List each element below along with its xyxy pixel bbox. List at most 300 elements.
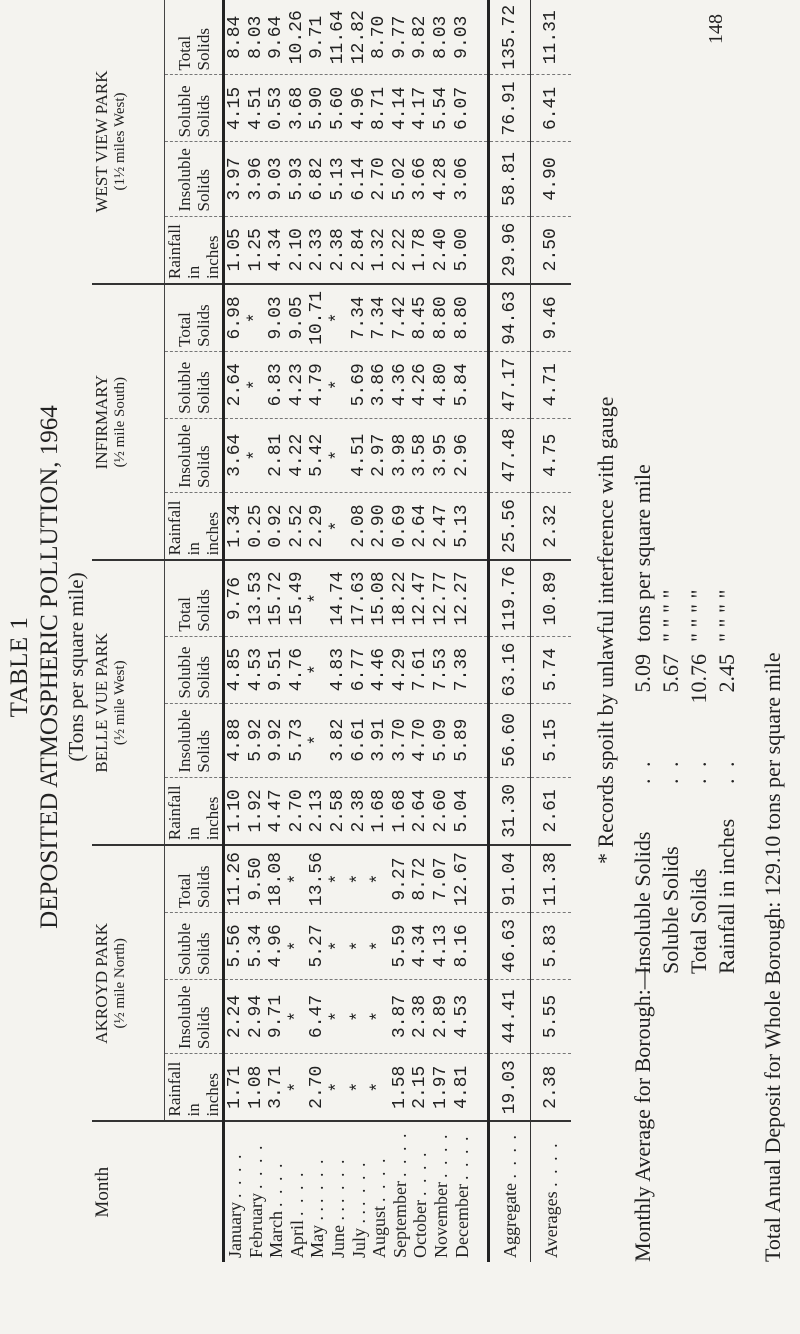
data-cell: 11.26 — [225, 852, 245, 907]
data-cell: 1.10 — [225, 789, 245, 833]
data-cell: 15.72 — [266, 571, 287, 626]
data-cell: 3.66 — [410, 157, 431, 201]
aggregate-cell: 46.63 — [489, 913, 531, 980]
data-cell: 18.08 — [266, 852, 287, 907]
monthly-average-value: 5.09 — [630, 654, 655, 693]
data-cell: 8.72 — [410, 857, 431, 901]
monthly-average-unit: " " " " — [714, 589, 739, 642]
aggregate-cell: 25.56 — [489, 492, 531, 560]
aggregate-cell: 56.60 — [489, 703, 531, 777]
data-cell: 8.16 — [451, 924, 472, 968]
table-title — [6, 0, 34, 1334]
month-list — [224, 1121, 489, 1262]
data-cell: * — [327, 940, 348, 952]
data-cell: 12.47 — [410, 571, 431, 626]
column-header: Rainfall in inches — [165, 777, 224, 845]
footnote: * Records spoilt by unlawful interference with gauge — [593, 396, 618, 864]
data-cell: 7.34 — [369, 296, 390, 340]
data-column — [224, 777, 489, 845]
data-cell: * — [286, 1081, 307, 1093]
data-cell: 9.71 — [266, 994, 287, 1039]
data-cell: 2.38 — [348, 789, 369, 833]
data-cell: 5.69 — [348, 363, 369, 407]
month-name: March — [266, 1211, 287, 1258]
month-dots: . . . . — [266, 1161, 287, 1208]
monthly-average-label: Rainfall in inches — [714, 818, 739, 974]
monthly-data-row — [224, 0, 489, 1262]
data-cell: 3.68 — [286, 86, 307, 131]
average-cell: 2.32 — [531, 492, 572, 560]
data-cell: * — [327, 873, 348, 885]
data-cell: 2.22 — [389, 228, 410, 272]
data-cell: 2.29 — [307, 504, 328, 548]
monthly-average-value: 2.45 — [714, 654, 739, 693]
data-cell: 5.00 — [451, 228, 472, 272]
month-name: May . . — [307, 1207, 328, 1258]
data-column — [224, 75, 489, 142]
data-cell: * — [327, 520, 348, 532]
data-cell: 3.95 — [430, 433, 451, 477]
data-cell: 0.69 — [389, 504, 410, 548]
aggregate-cell: 119.76 — [489, 560, 531, 636]
average-cell: 4.90 — [531, 142, 572, 216]
month-name: January — [225, 1202, 245, 1258]
data-cell: 9.03 — [451, 15, 472, 59]
data-cell: * — [327, 1081, 348, 1093]
data-cell: 1.25 — [245, 228, 266, 272]
data-column — [224, 284, 489, 351]
data-cell: 7.07 — [430, 857, 451, 901]
data-column — [224, 418, 489, 492]
data-cell: 5.04 — [451, 789, 472, 833]
table-heading: DEPOSITED ATMOSPHERIC POLLUTION, 1964 — [36, 405, 63, 929]
aggregate-cell: 47.48 — [489, 418, 531, 492]
data-cell: 2.08 — [348, 504, 369, 548]
data-cell: 3.86 — [369, 363, 390, 407]
column-header: Total Solids — [165, 0, 224, 75]
table-subheading: (Tons per square mile) — [64, 572, 88, 762]
month-label — [369, 1126, 390, 1258]
data-cell: 5.90 — [307, 86, 328, 131]
month-label — [246, 1126, 267, 1258]
month-label — [390, 1126, 411, 1258]
data-cell: 4.96 — [348, 86, 369, 131]
average-cell: 9.46 — [531, 284, 572, 351]
averages-label: Averages . . . . — [531, 1121, 572, 1262]
average-cell: 4.71 — [531, 351, 572, 418]
data-cell: 15.08 — [369, 571, 390, 626]
data-cell: 9.50 — [245, 857, 266, 901]
park-name: AKROYD PARK — [92, 922, 111, 1044]
data-cell: 6.07 — [451, 86, 472, 131]
month-dots: . . . . — [286, 1170, 307, 1216]
aggregate-cell: 47.17 — [489, 351, 531, 418]
data-cell: 13.53 — [245, 571, 266, 626]
data-cell: 4.96 — [266, 924, 287, 968]
month-dots: . . . . — [369, 1156, 390, 1202]
data-cell: 1.58 — [389, 1065, 410, 1109]
month-dots: . . . . — [245, 1143, 266, 1190]
aggregate-cell: 94.63 — [489, 284, 531, 351]
data-cell: 4.22 — [286, 433, 307, 477]
data-column — [224, 0, 489, 75]
data-cell: 2.52 — [286, 504, 307, 548]
data-cell: 4.88 — [225, 718, 245, 762]
data-cell: 6.47 — [307, 994, 328, 1039]
data-cell: 2.38 — [327, 228, 348, 272]
data-cell: 9.92 — [266, 718, 287, 762]
data-cell: 4.34 — [410, 924, 431, 968]
data-cell: 11.64 — [327, 10, 348, 65]
table-heading-block — [36, 0, 89, 1334]
data-cell: 9.82 — [410, 15, 431, 59]
data-cell: * — [327, 312, 348, 324]
data-cell: 1.05 — [225, 228, 245, 272]
column-header: Soluble Solids — [165, 913, 224, 980]
data-cell: 5.92 — [245, 718, 266, 762]
month-name: December — [451, 1184, 472, 1258]
data-column — [224, 216, 489, 284]
data-cell: 2.58 — [327, 789, 348, 833]
monthly-average-item — [658, 590, 684, 974]
data-cell: 9.05 — [286, 296, 307, 340]
data-cell: 6.77 — [348, 647, 369, 692]
data-cell: 2.64 — [410, 504, 431, 548]
data-cell: * — [286, 940, 307, 952]
data-cell: 6.98 — [225, 296, 245, 340]
month-dots: . . . . — [225, 1152, 245, 1199]
data-cell: 7.38 — [451, 647, 472, 692]
data-cell: 15.49 — [286, 571, 307, 626]
data-column — [224, 142, 489, 216]
data-cell: 2.60 — [430, 789, 451, 833]
data-cell: * — [369, 1011, 390, 1022]
data-cell: 4.17 — [410, 86, 431, 131]
park-note: (½ mile South) — [112, 376, 128, 468]
data-cell: 5.42 — [307, 433, 328, 477]
data-cell: 2.81 — [266, 433, 287, 477]
data-cell: 2.90 — [369, 504, 390, 548]
monthly-average-unit: tons per square mile — [630, 464, 655, 642]
average-cell: 10.89 — [531, 560, 572, 636]
data-cell: 4.76 — [286, 647, 307, 692]
park-note: (1½ miles West) — [112, 92, 128, 191]
month-name: June . . — [327, 1207, 348, 1258]
data-cell: * — [245, 312, 266, 324]
total-annual-deposit: Total Anual Deposit for Whole Borough: 129.10 tons per square mile — [760, 652, 785, 1262]
data-cell: 12.82 — [348, 10, 369, 65]
month-name: April — [286, 1220, 307, 1258]
data-cell: 4.81 — [451, 1065, 472, 1109]
data-column — [224, 636, 489, 703]
data-cell: 3.91 — [369, 718, 390, 762]
aggregate-label: Aggregate . . . . — [489, 1121, 531, 1262]
monthly-average-item — [630, 464, 656, 974]
data-cell: 9.71 — [307, 15, 328, 59]
month-label — [431, 1126, 452, 1258]
data-cell: 4.80 — [430, 363, 451, 407]
monthly-average-dots: . . — [658, 758, 683, 784]
data-cell: 1.32 — [369, 228, 390, 272]
column-header-row — [165, 0, 224, 1262]
month-dots: . . . . — [410, 1150, 431, 1197]
month-header: Month — [92, 1121, 224, 1262]
column-header: Total Solids — [165, 845, 224, 912]
data-cell: 4.13 — [430, 924, 451, 968]
data-cell: * — [286, 1011, 307, 1022]
data-cell: * — [245, 379, 266, 391]
data-cell: 2.97 — [369, 433, 390, 477]
data-cell: 2.33 — [307, 228, 328, 272]
data-cell: 8.80 — [430, 296, 451, 340]
monthly-average-value: 10.76 — [686, 654, 711, 704]
data-cell: 3.70 — [389, 718, 410, 762]
monthly-average-label: Insoluble Solids — [630, 831, 655, 974]
monthly-average-dots: . . — [714, 758, 739, 784]
month-dots: . . . . — [451, 1134, 472, 1181]
column-header: Insoluble Solids — [165, 142, 224, 216]
data-cell: 4.26 — [410, 363, 431, 407]
data-column — [224, 560, 489, 636]
data-cell: 8.80 — [451, 296, 472, 340]
monthly-average-unit: " " " " — [658, 589, 683, 642]
data-cell: 14.74 — [327, 571, 348, 626]
aggregate-cell: 135.72 — [489, 0, 531, 75]
monthly-average-value: 5.67 — [658, 654, 683, 693]
aggregate-cell: 76.91 — [489, 75, 531, 142]
data-cell: 1.71 — [225, 1065, 245, 1109]
data-cell: 2.13 — [307, 789, 328, 833]
data-cell: 3.82 — [327, 718, 348, 762]
data-cell: 5.34 — [245, 924, 266, 968]
data-cell: 2.64 — [225, 363, 245, 407]
page-number: 148 — [705, 14, 727, 44]
data-cell: 6.83 — [266, 363, 287, 407]
average-cell: 5.55 — [531, 979, 572, 1053]
data-cell: * — [327, 379, 348, 391]
data-column — [224, 913, 489, 980]
average-cell: 11.31 — [531, 0, 572, 75]
data-cell: * — [307, 664, 328, 675]
data-cell: 4.85 — [225, 647, 245, 692]
data-cell: 10.71 — [307, 290, 328, 345]
month-label — [328, 1126, 349, 1258]
table-number: TABLE 1 — [6, 616, 33, 718]
data-cell: 4.53 — [451, 994, 472, 1039]
month-dots: . . . . — [327, 1157, 348, 1203]
data-cell: 5.89 — [451, 718, 472, 762]
average-cell: 5.15 — [531, 703, 572, 777]
monthly-average-label: Monthly Average for Borough:— — [630, 967, 655, 1262]
average-cell: 5.83 — [531, 913, 572, 980]
data-cell: 10.26 — [286, 10, 307, 65]
aggregate-cell: 91.04 — [489, 845, 531, 912]
data-cell: 9.76 — [225, 576, 245, 621]
average-cell: 2.50 — [531, 216, 572, 284]
monthly-average-label: Soluble Solids — [658, 846, 683, 974]
data-cell: 3.64 — [225, 433, 245, 477]
data-cell: 9.51 — [266, 647, 287, 692]
column-header: Rainfall in inches — [165, 1054, 224, 1122]
data-cell: 6.14 — [348, 157, 369, 201]
data-column — [224, 351, 489, 418]
column-header: Soluble Solids — [165, 75, 224, 142]
month-dots: . . . . — [389, 1131, 410, 1178]
park-name: INFIRMARY — [92, 374, 111, 470]
data-cell: 4.14 — [389, 86, 410, 131]
aggregate-cell: 31.30 — [489, 777, 531, 845]
data-cell: 1.68 — [389, 789, 410, 833]
data-cell: 12.27 — [451, 571, 472, 626]
data-cell: 4.70 — [410, 718, 431, 762]
data-cell: * — [348, 1011, 369, 1022]
data-cell: 17.63 — [348, 571, 369, 626]
data-cell: * — [348, 940, 369, 952]
data-cell: 1.68 — [369, 789, 390, 833]
month-name: February — [245, 1193, 266, 1258]
data-cell: * — [369, 873, 390, 885]
data-cell: 5.13 — [327, 157, 348, 201]
data-cell: 13.56 — [307, 852, 328, 907]
data-cell: 0.92 — [266, 504, 287, 548]
park-name: BELLE VUE PARK — [92, 632, 111, 773]
month-name: September — [389, 1181, 410, 1258]
data-cell: 3.71 — [266, 1065, 287, 1109]
data-cell: 5.27 — [307, 924, 328, 968]
month-name: August — [369, 1205, 390, 1258]
aggregate-cell: 58.81 — [489, 142, 531, 216]
data-cell: * — [307, 593, 328, 604]
data-column — [224, 845, 489, 912]
data-cell: 4.53 — [245, 647, 266, 692]
data-cell: 5.60 — [327, 86, 348, 131]
month-name: July . . — [348, 1209, 369, 1258]
data-cell: 2.10 — [286, 228, 307, 272]
data-cell: 5.56 — [225, 924, 245, 968]
data-cell: 12.67 — [451, 852, 472, 907]
data-cell: 1.08 — [245, 1065, 266, 1109]
data-cell: 5.54 — [430, 86, 451, 131]
data-cell: * — [286, 873, 307, 885]
column-header: Rainfall in inches — [165, 216, 224, 284]
data-cell: * — [307, 734, 328, 746]
data-cell: 2.24 — [225, 994, 245, 1039]
data-cell: 3.87 — [389, 994, 410, 1039]
data-cell: 4.15 — [225, 86, 245, 131]
data-cell: 8.03 — [430, 15, 451, 59]
data-cell: 4.51 — [245, 86, 266, 131]
average-cell: 2.38 — [531, 1054, 572, 1122]
data-cell: 2.64 — [410, 789, 431, 833]
month-name: November — [430, 1182, 451, 1258]
aggregate-cell: 63.16 — [489, 636, 531, 703]
data-cell: 4.47 — [266, 789, 287, 833]
park-header — [92, 284, 165, 560]
data-cell: 7.61 — [410, 647, 431, 692]
average-cell: 2.61 — [531, 777, 572, 845]
monthly-average-unit: " " " " — [686, 589, 711, 642]
data-cell: 2.70 — [369, 157, 390, 201]
data-cell: 2.40 — [430, 228, 451, 272]
data-cell: 2.47 — [430, 504, 451, 548]
column-header: Soluble Solids — [165, 351, 224, 418]
data-column — [224, 703, 489, 777]
average-cell: 11.38 — [531, 845, 572, 912]
month-label — [452, 1126, 473, 1258]
data-cell: 8.84 — [225, 15, 245, 59]
data-cell: 2.84 — [348, 228, 369, 272]
park-header — [92, 845, 165, 1121]
monthly-average-item — [686, 590, 712, 974]
data-column — [224, 1054, 489, 1122]
data-cell: 2.94 — [245, 994, 266, 1039]
data-cell: 4.34 — [266, 228, 287, 272]
data-cell: * — [327, 449, 348, 461]
month-dots: . . . . — [430, 1132, 451, 1179]
data-column — [224, 979, 489, 1053]
data-cell: 3.97 — [225, 157, 245, 201]
column-header: Soluble Solids — [165, 636, 224, 703]
data-cell: 5.02 — [389, 157, 410, 201]
month-label — [266, 1126, 287, 1258]
data-cell: 8.45 — [410, 296, 431, 340]
park-header-row — [92, 0, 165, 1262]
data-cell: 1.34 — [225, 504, 245, 548]
monthly-average-dots: . . — [686, 758, 711, 784]
park-header — [92, 0, 165, 284]
park-note: (½ mile West) — [112, 660, 128, 746]
month-label — [410, 1126, 431, 1258]
monthly-average-item — [714, 590, 740, 974]
data-cell: 7.42 — [389, 296, 410, 340]
data-cell: 4.79 — [307, 363, 328, 407]
park-note: (½ mile North) — [112, 938, 128, 1029]
column-header: Insoluble Solids — [165, 418, 224, 492]
data-cell: 2.38 — [410, 994, 431, 1039]
data-cell: 3.06 — [451, 157, 472, 201]
pollution-table — [92, 0, 571, 1262]
monthly-average-dots: . . — [630, 758, 655, 784]
data-column — [224, 492, 489, 560]
data-cell: 1.97 — [430, 1065, 451, 1109]
column-header: Total Solids — [165, 284, 224, 351]
data-cell: 5.59 — [389, 924, 410, 968]
data-cell: 9.03 — [266, 157, 287, 201]
data-cell: 4.29 — [389, 647, 410, 692]
column-header: Rainfall in inches — [165, 492, 224, 560]
data-cell: * — [369, 940, 390, 952]
month-dots: . . . . — [307, 1157, 328, 1203]
average-cell: 4.75 — [531, 418, 572, 492]
data-cell: 5.09 — [430, 718, 451, 762]
data-cell: 0.25 — [245, 504, 266, 548]
data-cell: 5.73 — [286, 718, 307, 762]
data-cell: * — [327, 1011, 348, 1022]
data-cell: 5.13 — [451, 504, 472, 548]
aggregate-cell: 44.41 — [489, 979, 531, 1053]
data-cell: 2.70 — [307, 1065, 328, 1109]
month-label — [307, 1126, 328, 1258]
data-cell: * — [348, 873, 369, 885]
data-cell: 8.71 — [369, 86, 390, 131]
data-cell: 2.15 — [410, 1065, 431, 1109]
park-name: WEST VIEW PARK — [92, 70, 111, 213]
data-cell: 2.96 — [451, 433, 472, 477]
averages-row — [531, 0, 572, 1262]
data-cell: 3.96 — [245, 157, 266, 201]
data-cell: 18.22 — [389, 571, 410, 626]
data-cell: 6.61 — [348, 718, 369, 762]
